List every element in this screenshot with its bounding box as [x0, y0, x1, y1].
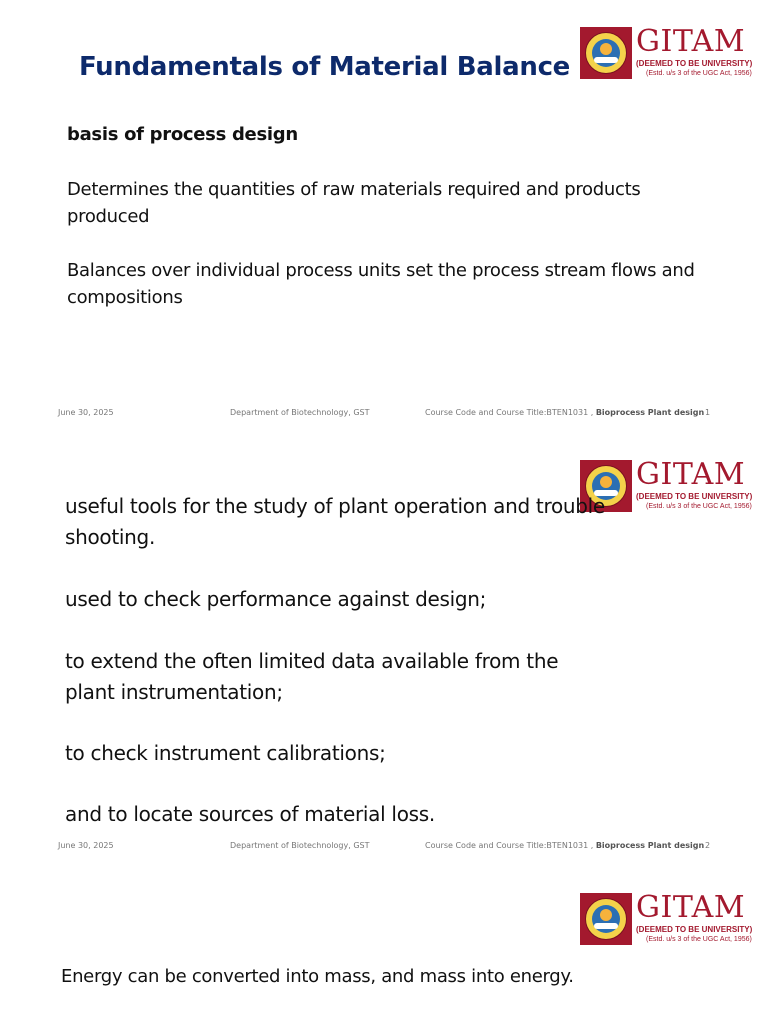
- footer-course: [425, 408, 704, 417]
- slide-2: [0, 433, 768, 866]
- slide-paragraph: to check instrument calibrations;: [65, 741, 386, 765]
- footer-course-prefix: Course Code and Course Title:BTEN1031 ,: [425, 408, 594, 417]
- footer-page-number: 2: [705, 841, 711, 850]
- gitam-logo: [580, 24, 753, 79]
- slide-paragraph: Energy can be converted into mass, and mass into energy.: [61, 966, 574, 987]
- slide-paragraph: Balances over individual process units set the process stream flows and compositions: [67, 260, 695, 308]
- footer-department: Department of Biotechnology, GST: [230, 408, 370, 417]
- footer-date: June 30, 2025: [58, 841, 114, 850]
- footer-course-title: Bioprocess Plant design: [595, 408, 705, 417]
- footer-date: June 30, 2025: [58, 408, 114, 417]
- university-seal-icon: [580, 27, 632, 79]
- footer-page-number: 1: [705, 408, 711, 417]
- slide-paragraph: used to check performance against design;: [65, 587, 487, 611]
- logo-estd: (Estd. u/s 3 of the UGC Act, 1956): [646, 503, 752, 510]
- slide-paragraph: Determines the quantities of raw materials required and products produced: [67, 179, 641, 227]
- logo-name: GITAM: [636, 24, 746, 59]
- footer-department: Department of Biotechnology, GST: [230, 841, 370, 850]
- slide-1: [0, 0, 768, 433]
- slide-3: [0, 866, 768, 1024]
- logo-estd: (Estd. u/s 3 of the UGC Act, 1956): [646, 936, 752, 943]
- footer-course-prefix: Course Code and Course Title:BTEN1031 ,: [425, 841, 594, 850]
- slide-title: Fundamentals of Material Balance: [79, 52, 571, 82]
- logo-estd: (Estd. u/s 3 of the UGC Act, 1956): [646, 70, 752, 77]
- logo-subtitle: (DEEMED TO BE UNIVERSITY): [636, 492, 753, 501]
- logo-subtitle: (DEEMED TO BE UNIVERSITY): [636, 925, 753, 934]
- slide-paragraph: useful tools for the study of plant operation and trouble shooting.: [65, 494, 605, 549]
- gitam-logo: [580, 890, 753, 945]
- slide-bold-line: basis of process design: [67, 124, 298, 145]
- logo-name: GITAM: [636, 890, 746, 925]
- footer-course: [425, 841, 704, 850]
- slide-paragraph: and to locate sources of material loss.: [65, 802, 435, 826]
- logo-name: GITAM: [636, 457, 746, 492]
- slide-paragraph: to extend the often limited data available from the plant instrumentation;: [65, 649, 559, 704]
- logo-subtitle: (DEEMED TO BE UNIVERSITY): [636, 59, 753, 68]
- footer-course-title: Bioprocess Plant design: [595, 841, 705, 850]
- university-seal-icon: [580, 893, 632, 945]
